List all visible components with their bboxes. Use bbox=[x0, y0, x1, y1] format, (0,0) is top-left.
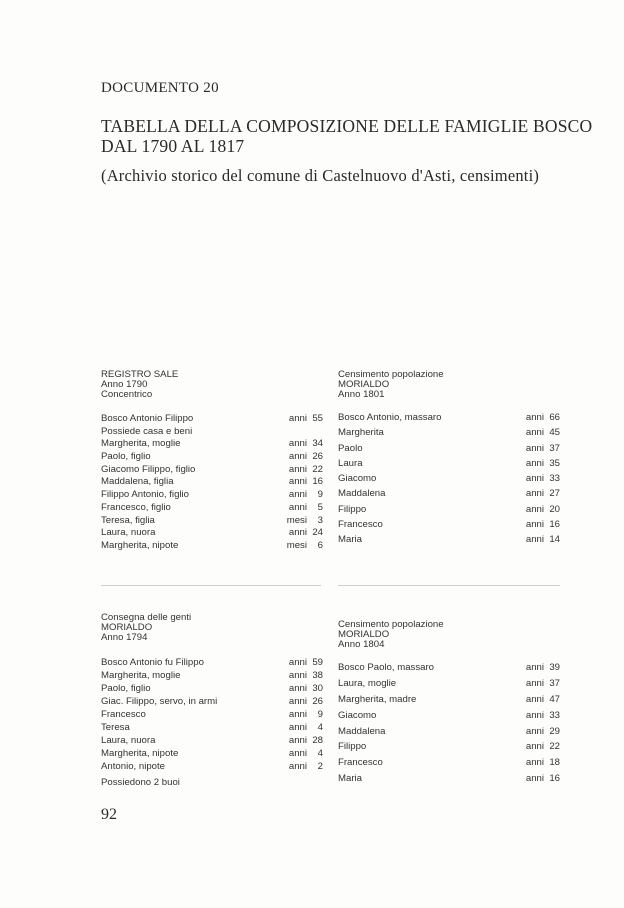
age bbox=[526, 532, 560, 547]
age bbox=[526, 410, 560, 425]
table-header bbox=[101, 613, 323, 643]
age-unit: anni bbox=[525, 427, 544, 439]
age-value: 22 bbox=[549, 741, 560, 753]
age-unit: anni bbox=[288, 722, 307, 733]
age bbox=[289, 734, 323, 747]
person-name: Maria bbox=[338, 534, 362, 546]
person-name: Paolo, figlio bbox=[101, 451, 151, 463]
table-row bbox=[101, 695, 323, 708]
table-1794 bbox=[101, 613, 323, 788]
table-row bbox=[338, 441, 560, 456]
age bbox=[289, 413, 323, 426]
age-unit: anni bbox=[288, 501, 307, 513]
table-row bbox=[338, 771, 560, 787]
header-line: Censimento popolazione bbox=[338, 369, 444, 380]
age-value: 16 bbox=[549, 519, 560, 531]
age-unit: anni bbox=[525, 488, 544, 500]
age bbox=[526, 456, 560, 471]
person-name: Teresa, figlia bbox=[101, 514, 155, 526]
table-row bbox=[338, 502, 560, 517]
age bbox=[289, 695, 323, 708]
person-name: Filippo bbox=[338, 503, 367, 515]
table-note: Possiedono 2 buoi bbox=[101, 777, 180, 788]
age bbox=[289, 502, 323, 515]
age bbox=[526, 502, 560, 517]
table-rows bbox=[101, 656, 323, 773]
age-unit: anni bbox=[525, 442, 544, 454]
age-value: 27 bbox=[549, 488, 560, 500]
age-unit: anni bbox=[288, 489, 307, 501]
age-value: 45 bbox=[549, 427, 560, 439]
age bbox=[526, 692, 560, 708]
age-value: 37 bbox=[549, 442, 560, 454]
age bbox=[289, 656, 323, 669]
table-row bbox=[101, 438, 323, 451]
age-value: 33 bbox=[549, 473, 560, 485]
age-unit: anni bbox=[525, 677, 544, 689]
table-row bbox=[101, 669, 323, 682]
person-name: Filippo Antonio, figlio bbox=[101, 489, 189, 501]
age-value: 4 bbox=[317, 748, 323, 759]
age-unit: anni bbox=[525, 412, 544, 423]
table-row bbox=[101, 489, 323, 502]
age bbox=[287, 540, 323, 553]
person-name: Laura, nuora bbox=[101, 527, 156, 539]
person-name: Francesco bbox=[338, 519, 383, 531]
age-value: 66 bbox=[549, 412, 560, 423]
person-name: Margherita bbox=[338, 427, 384, 439]
title-line-1: TABELLA DELLA COMPOSIZIONE DELLE FAMIGLIE BOSCO bbox=[101, 116, 593, 136]
age-value: 37 bbox=[549, 677, 560, 689]
document-label: DOCUMENTO 20 bbox=[101, 80, 219, 96]
age-value: 5 bbox=[317, 501, 323, 513]
table-row bbox=[101, 682, 323, 695]
person-name: Paolo, figlio bbox=[101, 683, 151, 694]
person-name: Francesco, figlio bbox=[101, 501, 171, 513]
age bbox=[287, 515, 323, 528]
age-unit: anni bbox=[525, 662, 544, 673]
person-name: Bosco Antonio, massaro bbox=[338, 412, 442, 423]
age bbox=[526, 486, 560, 501]
age-unit: anni bbox=[288, 438, 307, 450]
table-row bbox=[338, 692, 560, 708]
header-line: Censimento popolazione bbox=[338, 619, 444, 630]
table-row bbox=[101, 708, 323, 721]
age-value: 26 bbox=[312, 451, 323, 463]
age-unit: anni bbox=[288, 476, 307, 488]
age bbox=[526, 441, 560, 456]
person-name: Giacomo Filippo, figlio bbox=[101, 463, 196, 475]
age-unit: anni bbox=[525, 757, 544, 769]
table-1790 bbox=[101, 370, 323, 553]
age-value: 24 bbox=[312, 527, 323, 539]
age-value: 29 bbox=[549, 725, 560, 737]
age-unit: anni bbox=[525, 709, 544, 721]
age-value: 16 bbox=[549, 773, 560, 785]
age bbox=[526, 724, 560, 740]
person-name: Giac. Filippo, servo, in armi bbox=[101, 696, 218, 707]
person-name: Filippo bbox=[338, 741, 367, 753]
age-unit: anni bbox=[525, 534, 544, 546]
age-value: 9 bbox=[317, 489, 323, 501]
page-number: 92 bbox=[101, 806, 117, 823]
age-value: 22 bbox=[312, 463, 323, 475]
age-unit: anni bbox=[525, 519, 544, 531]
age-unit: anni bbox=[288, 657, 307, 668]
person-name: Maddalena bbox=[338, 488, 386, 500]
age bbox=[289, 708, 323, 721]
age bbox=[289, 527, 323, 540]
person-name: Giacomo bbox=[338, 473, 377, 485]
person-name: Margherita, nipote bbox=[101, 748, 179, 759]
table-rows bbox=[338, 410, 560, 548]
age bbox=[526, 739, 560, 755]
person-name: Possiede casa e beni bbox=[101, 425, 193, 437]
age-value: 20 bbox=[549, 503, 560, 515]
table-row bbox=[101, 515, 323, 528]
age bbox=[289, 669, 323, 682]
age bbox=[526, 660, 560, 676]
age bbox=[526, 517, 560, 532]
person-name: Margherita, moglie bbox=[101, 438, 181, 450]
age bbox=[289, 747, 323, 760]
age-unit: anni bbox=[525, 725, 544, 737]
age-value: 18 bbox=[549, 757, 560, 769]
person-name: Laura, nuora bbox=[101, 735, 156, 746]
table-row bbox=[101, 476, 323, 489]
table-row bbox=[338, 425, 560, 440]
table-row bbox=[338, 410, 560, 425]
person-name: Margherita, nipote bbox=[101, 539, 179, 551]
age bbox=[289, 489, 323, 502]
header-line: Anno 1790 bbox=[101, 379, 148, 390]
age-unit: anni bbox=[288, 451, 307, 463]
person-name: Bosco Antonio fu Filippo bbox=[101, 657, 204, 668]
person-name: Francesco bbox=[338, 757, 383, 769]
table-row bbox=[101, 413, 323, 426]
age-value: 34 bbox=[312, 438, 323, 450]
table-row bbox=[338, 755, 560, 771]
header-line: MORIALDO bbox=[101, 622, 153, 633]
person-name: Maria bbox=[338, 773, 362, 785]
age bbox=[289, 464, 323, 477]
table-row bbox=[101, 721, 323, 734]
age-unit: anni bbox=[288, 463, 307, 475]
age bbox=[526, 755, 560, 771]
age-unit: anni bbox=[288, 761, 307, 772]
age-unit: anni bbox=[525, 457, 544, 469]
person-name: Teresa bbox=[101, 722, 130, 733]
age-value: 16 bbox=[312, 476, 323, 488]
age-unit: anni bbox=[525, 473, 544, 485]
age-value: 33 bbox=[549, 709, 560, 721]
header-line: Anno 1804 bbox=[338, 639, 385, 650]
table-rows bbox=[338, 660, 560, 787]
age bbox=[289, 451, 323, 464]
subtitle: (Archivio storico del comune di Castelnuovo d'Asti, censimenti) bbox=[101, 166, 540, 185]
table-row bbox=[338, 739, 560, 755]
table-row bbox=[101, 527, 323, 540]
table-row bbox=[338, 456, 560, 471]
age bbox=[289, 682, 323, 695]
age-value: 4 bbox=[317, 722, 323, 733]
age-value: 9 bbox=[317, 709, 323, 720]
person-name: Margherita, moglie bbox=[101, 670, 181, 681]
table-1801 bbox=[338, 370, 560, 548]
age-unit: mesi bbox=[286, 514, 307, 526]
table-row bbox=[101, 760, 323, 773]
header-line: Anno 1801 bbox=[338, 389, 385, 400]
age-unit: anni bbox=[525, 773, 544, 785]
age bbox=[526, 771, 560, 787]
person-name: Francesco bbox=[101, 709, 146, 720]
table-row bbox=[338, 724, 560, 740]
table-row bbox=[101, 426, 323, 439]
table-row bbox=[101, 540, 323, 553]
age-unit: anni bbox=[288, 748, 307, 759]
table-header bbox=[338, 620, 560, 650]
table-row bbox=[338, 486, 560, 501]
divider-left bbox=[101, 585, 321, 586]
age-value: 26 bbox=[312, 696, 323, 707]
age-value: 14 bbox=[549, 534, 560, 546]
table-1804 bbox=[338, 620, 560, 787]
age bbox=[289, 760, 323, 773]
person-name: Paolo bbox=[338, 442, 363, 454]
age-unit: anni bbox=[288, 683, 307, 694]
divider-right bbox=[338, 585, 560, 586]
table-row bbox=[338, 532, 560, 547]
age bbox=[526, 676, 560, 692]
person-name: Bosco Paolo, massaro bbox=[338, 662, 434, 673]
age-unit: mesi bbox=[286, 539, 307, 551]
person-name: Laura bbox=[338, 457, 363, 469]
table-row bbox=[101, 747, 323, 760]
age-unit: anni bbox=[288, 735, 307, 746]
person-name: Bosco Antonio Filippo bbox=[101, 413, 194, 424]
age-unit: anni bbox=[288, 696, 307, 707]
age-value: 39 bbox=[549, 662, 560, 673]
age-value: 35 bbox=[549, 457, 560, 469]
age-unit: anni bbox=[525, 693, 544, 705]
person-name: Margherita, madre bbox=[338, 693, 417, 705]
age-value: 28 bbox=[312, 735, 323, 746]
age-value: 55 bbox=[312, 413, 323, 424]
table-row bbox=[101, 451, 323, 464]
table-rows bbox=[101, 413, 323, 553]
table-row bbox=[101, 502, 323, 515]
age-unit: anni bbox=[288, 709, 307, 720]
age bbox=[526, 708, 560, 724]
header-line: REGISTRO SALE bbox=[101, 369, 179, 380]
table-row bbox=[101, 656, 323, 669]
header-line: Concentrico bbox=[101, 389, 153, 400]
person-name: Giacomo bbox=[338, 709, 377, 721]
age-value: 6 bbox=[317, 539, 323, 551]
title-line-2: DAL 1790 AL 1817 bbox=[101, 136, 245, 156]
header-line: MORIALDO bbox=[338, 629, 390, 640]
table-row bbox=[338, 517, 560, 532]
age bbox=[289, 476, 323, 489]
age-unit: anni bbox=[525, 503, 544, 515]
age-value: 30 bbox=[312, 683, 323, 694]
person-name: Laura, moglie bbox=[338, 677, 397, 689]
table-row bbox=[338, 660, 560, 676]
person-name: Maddalena, figlia bbox=[101, 476, 174, 488]
table-row bbox=[338, 708, 560, 724]
age-value: 59 bbox=[312, 657, 323, 668]
table-header bbox=[338, 370, 560, 400]
age-unit: anni bbox=[288, 413, 307, 424]
age-value: 2 bbox=[317, 761, 323, 772]
person-name: Antonio, nipote bbox=[101, 761, 166, 772]
table-row bbox=[338, 676, 560, 692]
age-value: 3 bbox=[317, 514, 323, 526]
table-row bbox=[101, 464, 323, 477]
header-line: MORIALDO bbox=[338, 379, 390, 390]
age bbox=[526, 471, 560, 486]
age-value: 38 bbox=[312, 670, 323, 681]
age bbox=[289, 438, 323, 451]
age-unit: anni bbox=[288, 670, 307, 681]
age-unit: anni bbox=[525, 741, 544, 753]
person-name: Maddalena bbox=[338, 725, 386, 737]
table-header bbox=[101, 370, 323, 400]
table-row bbox=[101, 734, 323, 747]
age bbox=[526, 425, 560, 440]
age bbox=[289, 721, 323, 734]
header-line: Consegna delle genti bbox=[101, 612, 192, 623]
age-value: 47 bbox=[549, 693, 560, 705]
table-row bbox=[338, 471, 560, 486]
age-unit: anni bbox=[288, 527, 307, 539]
header-line: Anno 1794 bbox=[101, 632, 148, 643]
